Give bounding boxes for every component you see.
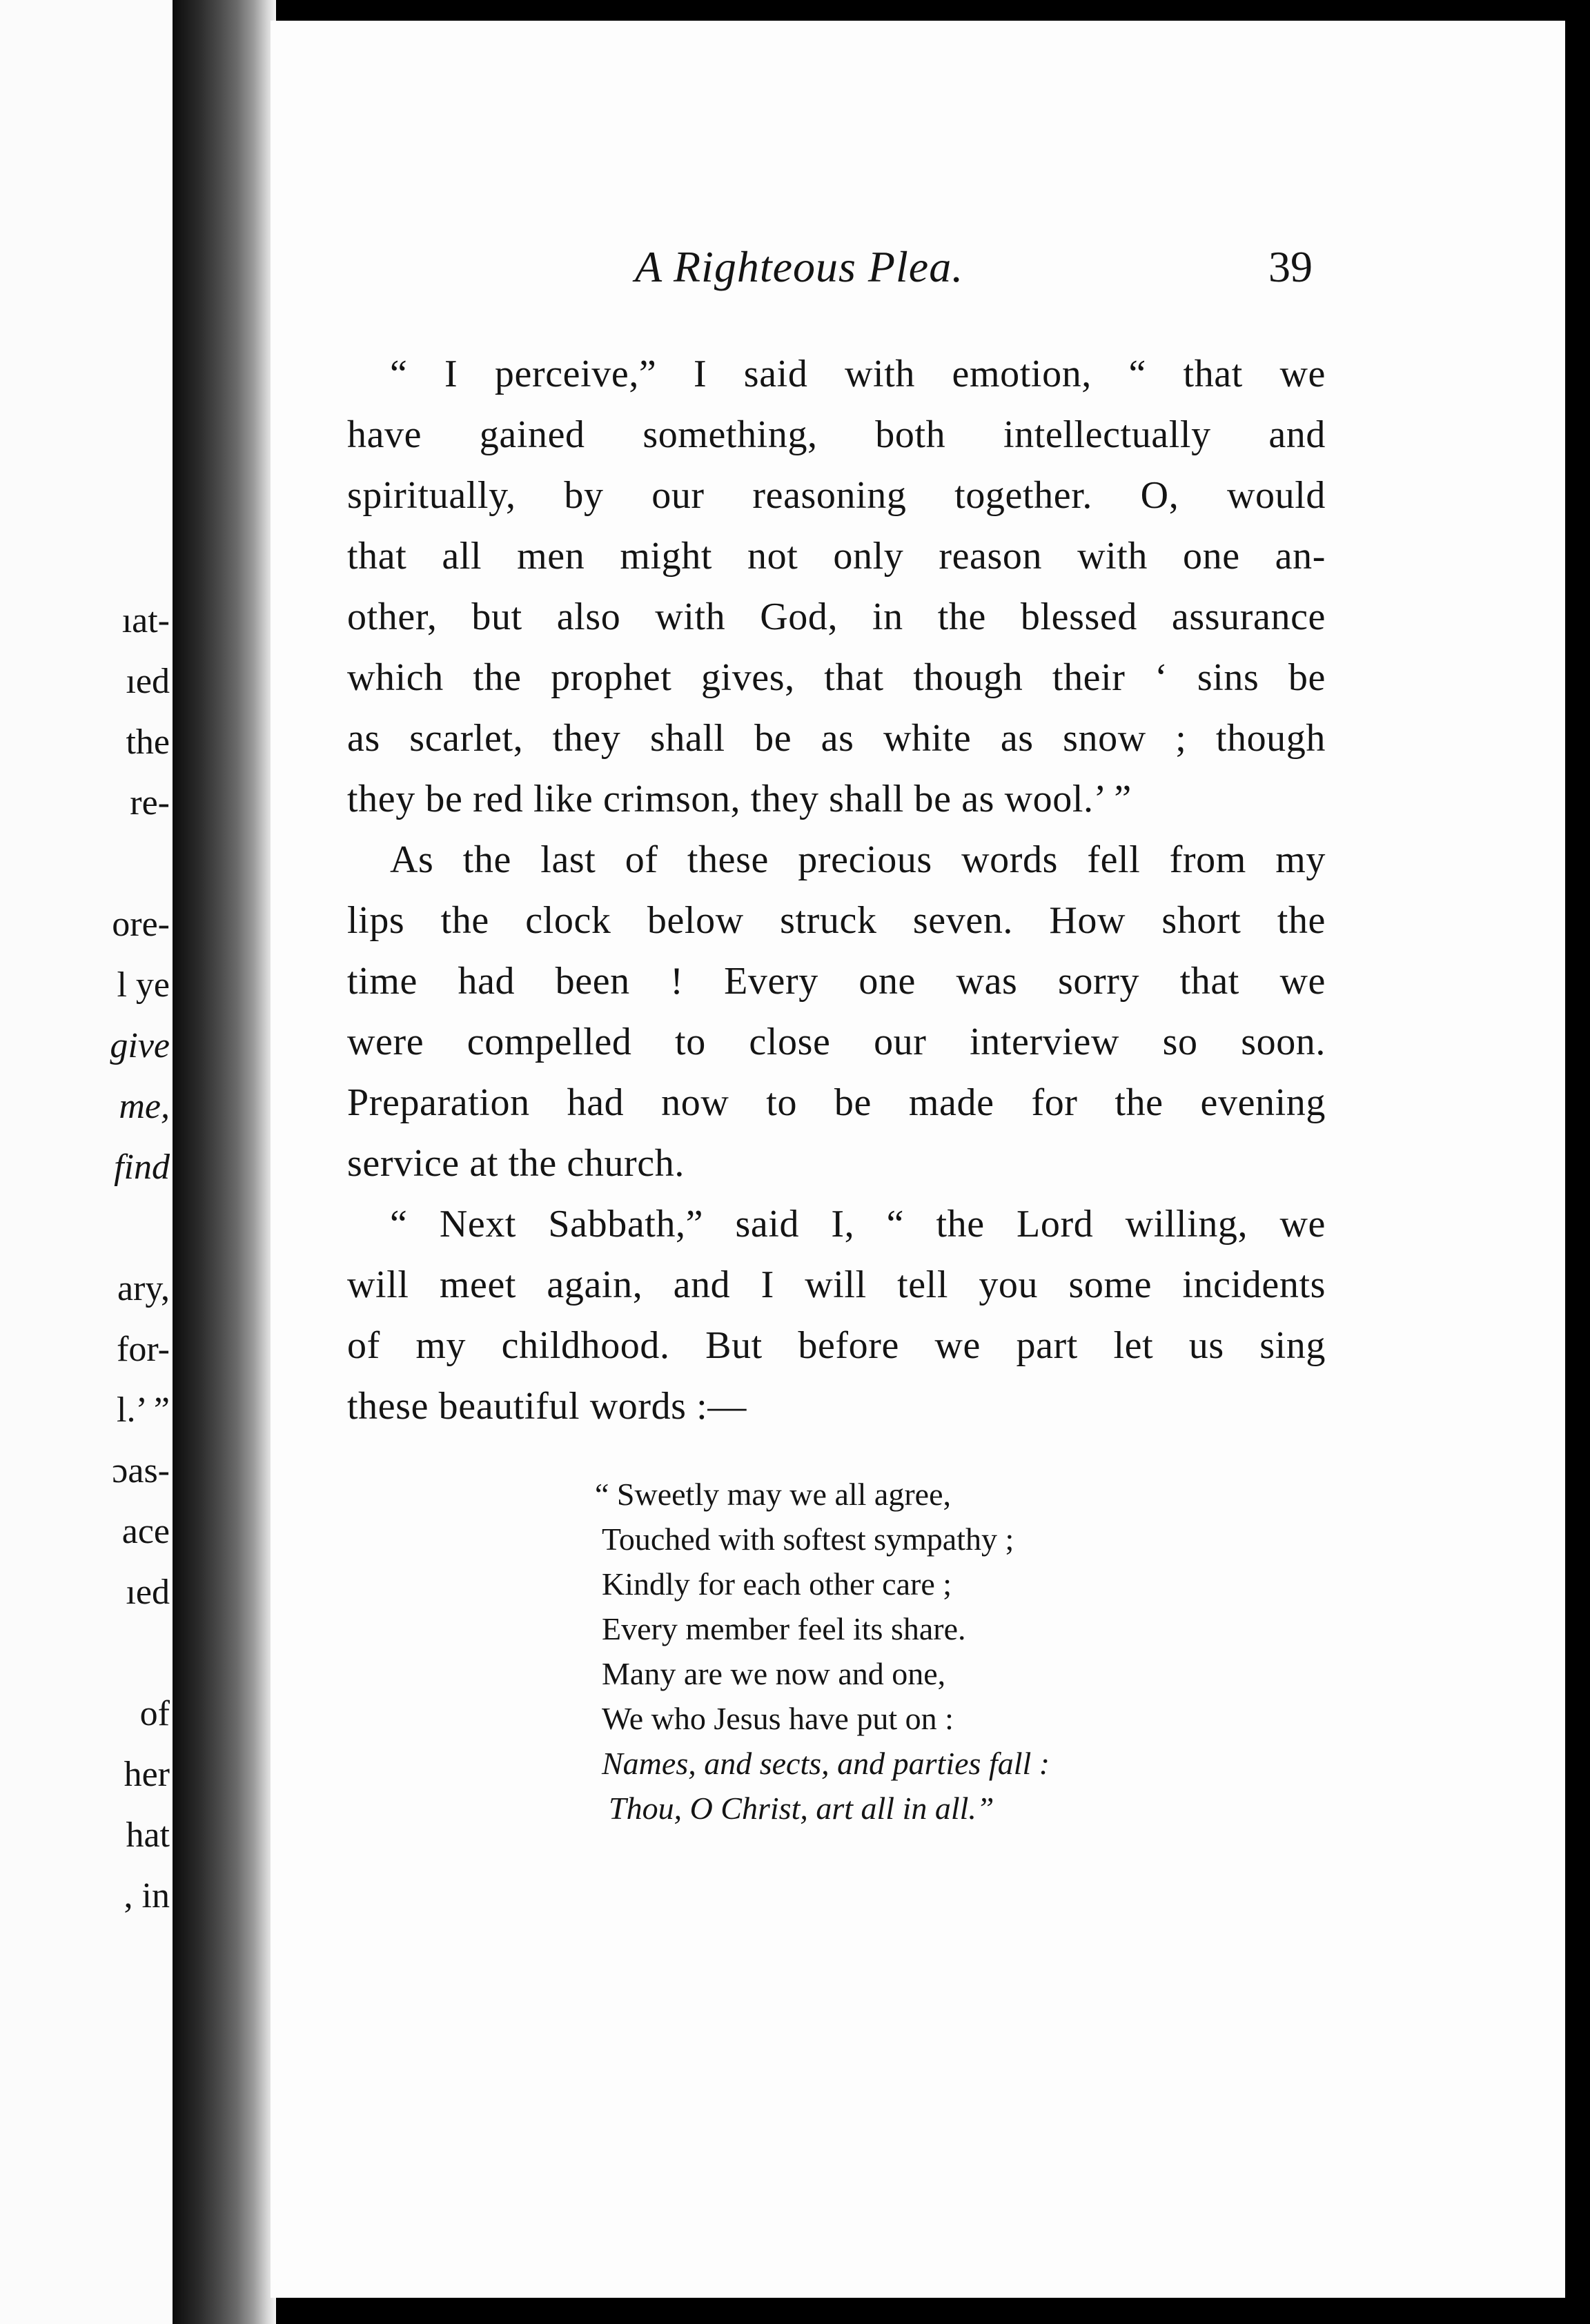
- left-fragment: ary,: [117, 1269, 170, 1308]
- text-line: “ Next Sabbath,” said I, “ the Lord willing, we: [390, 1203, 1326, 1245]
- text-line: other, but also with God, in the blessed assurance: [347, 595, 1326, 638]
- verse-line: We who Jesus have put on :: [602, 1701, 954, 1736]
- left-fragment: re-: [130, 783, 170, 823]
- text-line: Preparation had now to be made for the evening: [347, 1081, 1326, 1124]
- left-fragment: , in: [124, 1876, 170, 1916]
- paragraph: [347, 1194, 1326, 1437]
- text-line: spiritually, by our reasoning together. O, would: [347, 474, 1326, 517]
- left-fragment: the: [126, 722, 170, 762]
- text-line: As the last of these precious words fell from my: [390, 838, 1326, 881]
- text-line: of my childhood. But before we part let us sing: [347, 1324, 1326, 1367]
- text-line: service at the church.: [347, 1142, 685, 1185]
- left-page: [0, 0, 178, 2324]
- text-line: were compelled to close our interview so soon.: [347, 1021, 1326, 1063]
- left-fragment: ıed: [126, 1573, 170, 1612]
- left-fragment: ɔas-: [112, 1451, 170, 1490]
- text-line: have gained something, both intellectually and: [347, 413, 1326, 456]
- book-gutter: [173, 0, 276, 2324]
- left-fragment: her: [124, 1755, 170, 1794]
- left-fragment: l.’ ”: [117, 1390, 170, 1430]
- text-line: time had been ! Every one was sorry that we: [347, 960, 1326, 1003]
- text-line: as scarlet, they shall be as white as snow ; though: [347, 717, 1326, 760]
- left-fragment: ace: [121, 1512, 170, 1551]
- body-text: [347, 344, 1326, 1437]
- paragraph: [347, 829, 1326, 1194]
- verse-line: Thou, O Christ, art all in all.”: [609, 1791, 994, 1826]
- text-line: these beautiful words :—: [347, 1385, 747, 1428]
- verse-line: Kindly for each other care ;: [602, 1566, 952, 1602]
- text-line: “ I perceive,” I said with emotion, “ that we: [390, 353, 1326, 395]
- left-fragment: ıed: [126, 662, 170, 701]
- running-head: A Righteous Plea.: [635, 242, 964, 291]
- left-fragment: hat: [126, 1815, 170, 1855]
- left-page-fragments: [0, 0, 170, 2324]
- text-line: which the prophet gives, that though their ‘ sins be: [347, 656, 1326, 699]
- left-fragment: for-: [117, 1330, 170, 1369]
- left-fragment: give: [110, 1026, 170, 1065]
- verse-line: Every member feel its share.: [602, 1611, 966, 1646]
- page-number: 39: [1268, 242, 1313, 291]
- verse-line: Names, and sects, and parties fall :: [602, 1746, 1050, 1781]
- verse-line: Many are we now and one,: [602, 1656, 946, 1691]
- left-fragment: l ye: [117, 965, 170, 1005]
- left-fragment: of: [139, 1694, 170, 1733]
- text-line: they be red like crimson, they shall be as wool.’ ”: [347, 778, 1132, 820]
- paragraph: [347, 344, 1326, 829]
- scan-right-edge: [1565, 0, 1590, 2324]
- hymn-verse: [595, 1472, 1216, 1831]
- text-line: that all men might not only reason with one an-: [347, 535, 1326, 578]
- left-fragment: find: [114, 1148, 170, 1187]
- left-fragment: ıat-: [121, 601, 170, 640]
- left-fragment: me,: [119, 1087, 170, 1126]
- text-line: lips the clock below struck seven. How short the: [347, 899, 1326, 942]
- text-line: will meet again, and I will tell you some incidents: [347, 1263, 1326, 1306]
- verse-line: “ Sweetly may we all agree,: [595, 1477, 951, 1512]
- verse-line: Touched with softest sympathy ;: [602, 1522, 1014, 1557]
- left-fragment: ore-: [112, 905, 170, 944]
